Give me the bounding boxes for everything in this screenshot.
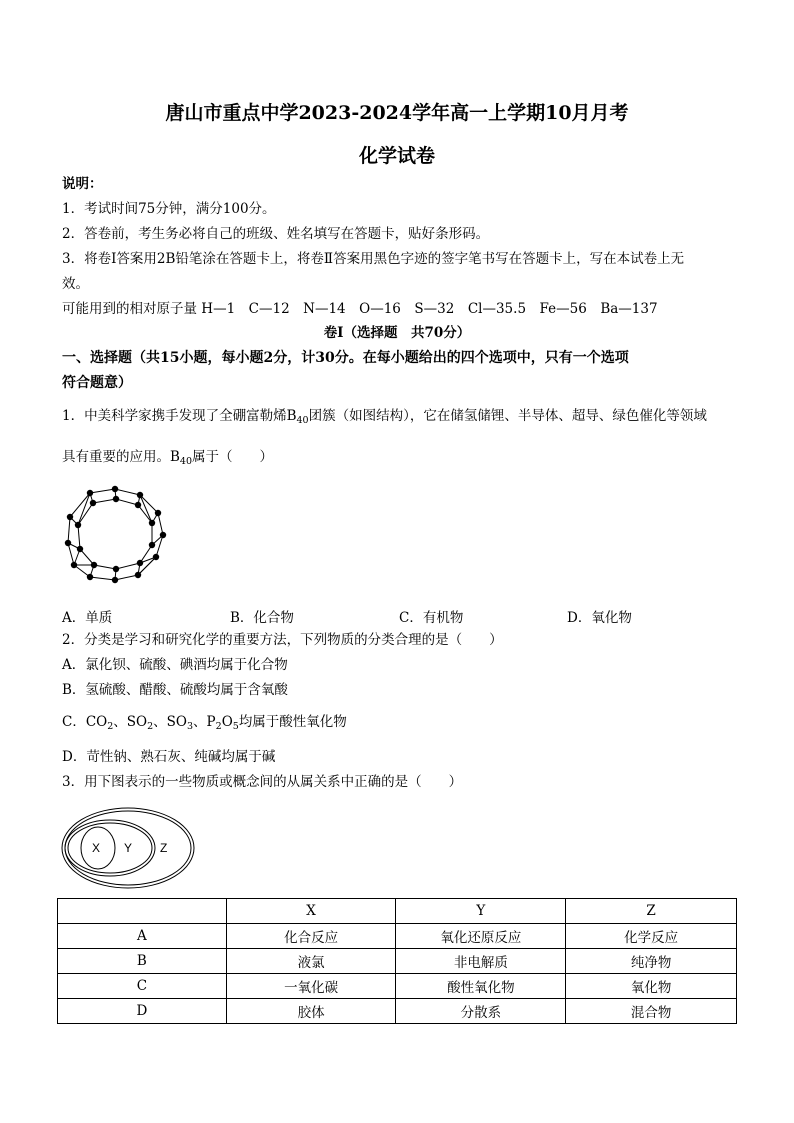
q1-subscript-2: 40 [179, 456, 193, 467]
section-instructions-line1: 一、选择题（共15小题，每小题2分，计30分。在每小题给出的四个选项中，只有一个选项 [62, 350, 629, 366]
q3-options-table [57, 898, 737, 1024]
note-item-3: 3．将卷Ⅰ答案用2B铅笔涂在答题卡上，将卷Ⅱ答案用黑色字迹的签字笔书写在答题卡上，写在本试卷上无 [62, 251, 685, 267]
q2c-sep-3: 、 [193, 714, 207, 730]
table-row[interactable] [58, 974, 737, 999]
table-cell: 分散系 [396, 999, 566, 1024]
q3-stem: 3．用下图表示的一些物质或概念间的从属关系中正确的是（ ） [62, 774, 463, 790]
q1-text-c: 具有重要的应用。B [62, 449, 180, 465]
cluster-atoms [65, 486, 166, 583]
table-cell: 非电解质 [396, 949, 566, 974]
table-row[interactable] [58, 924, 737, 949]
q2c-sub-1: 2 [107, 721, 114, 732]
cluster-inner-ring [78, 499, 152, 569]
note-item-3-cont: 效。 [62, 276, 89, 292]
q2-option-d[interactable]: D．苛性钠、熟石灰、纯碱均属于碱 [62, 749, 276, 765]
b40-cluster-figure [60, 485, 170, 585]
exam-subtitle: 化学试卷 [358, 145, 435, 167]
table-header-row [58, 899, 737, 924]
set-y-outer [65, 820, 155, 876]
notes-heading: 说明： [62, 176, 103, 192]
q2-option-c[interactable] [62, 713, 347, 736]
table-cell: 氧化还原反应 [396, 924, 566, 949]
q2c-sep-1: 、 [113, 714, 127, 730]
section-instructions-line2: 符合题意） [62, 375, 132, 391]
q2c-formula-4a: P [206, 714, 216, 730]
q1-stem-line2 [62, 448, 273, 471]
note-item-2: 2．答卷前，考生务必将自己的班级、姓名填写在答题卡，贴好条形码。 [62, 226, 490, 242]
q2c-suffix: 均属于酸性氧化物 [238, 714, 347, 730]
q2-option-b[interactable]: B．氢硫酸、醋酸、硫酸均属于含氧酸 [62, 682, 288, 698]
table-cell: D [58, 999, 227, 1024]
q2-stem: 2．分类是学习和研究化学的重要方法，下列物质的分类合理的是（ ） [62, 632, 503, 648]
q2c-sep-2: 、 [153, 714, 167, 730]
table-row[interactable] [58, 949, 737, 974]
header-cell: Y [396, 899, 566, 924]
q2c-prefix: C． [62, 714, 86, 730]
table-cell: 液氯 [226, 949, 396, 974]
table-cell: A [58, 924, 227, 949]
note-item-1: 1．考试时间75分钟，满分100分。 [62, 201, 276, 217]
q1-option-b[interactable]: B．化合物 [230, 610, 294, 626]
header-cell [58, 899, 227, 924]
q2c-sub-3: 3 [187, 721, 194, 732]
label-z: Z [160, 841, 168, 855]
atomic-masses: 可能用到的相对原子量 H—1 C—12 N—14 O—16 S—32 Cl—35.5 Fe—56 Ba—137 [62, 301, 658, 317]
q1-text-d: 属于（ ） [192, 449, 274, 465]
table-cell: 纯净物 [566, 949, 737, 974]
q2c-formula-1: CO [85, 714, 108, 730]
table-cell: 混合物 [566, 999, 737, 1024]
q1-text-a: 1．中美科学家携手发现了全硼富勒烯B [62, 408, 297, 424]
header-cell: X [226, 899, 396, 924]
table-cell: 胶体 [226, 999, 396, 1024]
section-heading: 卷Ⅰ（选择题 共70分） [323, 325, 471, 341]
q2c-sub-4b: 5 [232, 721, 239, 732]
table-cell: 化学反应 [566, 924, 737, 949]
q2c-sub-2: 2 [147, 721, 154, 732]
q2c-formula-2: SO [126, 714, 148, 730]
table-row[interactable] [58, 999, 737, 1024]
table-cell: 化合反应 [226, 924, 396, 949]
table-cell: B [58, 949, 227, 974]
q1-option-c[interactable]: C．有机物 [399, 610, 464, 626]
label-y: Y [124, 841, 133, 855]
exam-title: 唐山市重点中学2023-2024学年高一上学期10月月考 [165, 102, 629, 124]
nested-sets-diagram [60, 805, 200, 891]
table-cell: 酸性氧化物 [396, 974, 566, 999]
header-cell: Z [566, 899, 737, 924]
q1-text-b: 团簇（如图结构），它在储氢储锂、半导体、超导、绿色催化等领域 [308, 408, 707, 424]
q2c-formula-4b: O [221, 714, 233, 730]
q1-option-a[interactable]: A．单质 [62, 610, 113, 626]
q2-option-a[interactable]: A．氯化钡、硫酸、碘酒均属于化合物 [62, 657, 288, 673]
label-x: X [92, 841, 101, 855]
q2c-sub-4a: 2 [215, 721, 222, 732]
q1-stem-line1 [62, 407, 707, 430]
table-cell: 氧化物 [566, 974, 737, 999]
table-cell: C [58, 974, 227, 999]
table-cell: 一氧化碳 [226, 974, 396, 999]
q1-option-d[interactable]: D．氧化物 [567, 610, 632, 626]
q1-subscript-1: 40 [296, 415, 309, 426]
q2c-formula-3: SO [166, 714, 187, 730]
